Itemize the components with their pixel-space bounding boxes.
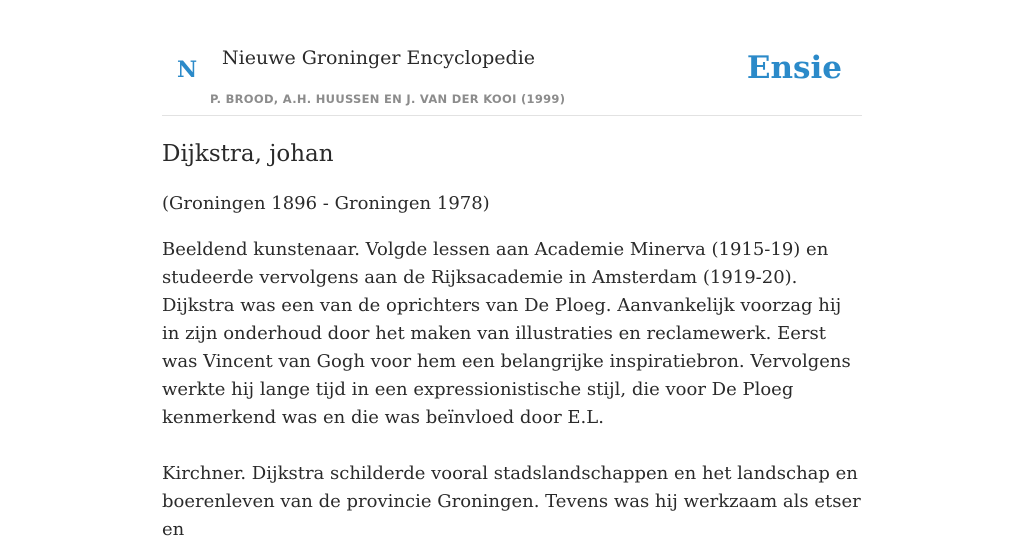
- ensie-logo[interactable]: Ensie: [746, 50, 842, 86]
- book-header: [162, 30, 862, 116]
- entry-content: [162, 136, 862, 544]
- entry-paragraph: Beeldend kunstenaar. Volgde lessen aan Academie Minerva (1915-19) en studeerde vervolgens aan de Rijksacademie in Amsterdam (1919-20). Dijkstra was een van de oprichters van De Ploeg. Aanvankelijk voorzag hij in zijn onderhoud door het maken van illustraties en reclamewerk. Eerst was Vincent van Gogh voor hem een belangrijke inspiratiebron. Vervolgens werkte hij lange tijd in een expressionistische stijl, die voor De Ploeg kenmerkend was en die was beïnvloed door E.L.: [162, 239, 851, 428]
- book-letter-badge[interactable]: N: [177, 57, 198, 83]
- book-authors: P. BROOD, A.H. HUUSSEN EN J. VAN DER KOOI (1999): [210, 92, 566, 106]
- entry-title: Dijkstra, johan: [162, 141, 334, 167]
- entry-dates: (Groningen 1896 - Groningen 1978): [162, 193, 490, 214]
- entry-paragraph: Kirchner. Dijkstra schilderde vooral stadslandschappen en het landschap en boerenleven van de provincie Groningen. Tevens was hij werkzaam als etser en: [162, 463, 861, 540]
- book-title-link[interactable]: Nieuwe Groninger Encyclopedie: [222, 47, 536, 69]
